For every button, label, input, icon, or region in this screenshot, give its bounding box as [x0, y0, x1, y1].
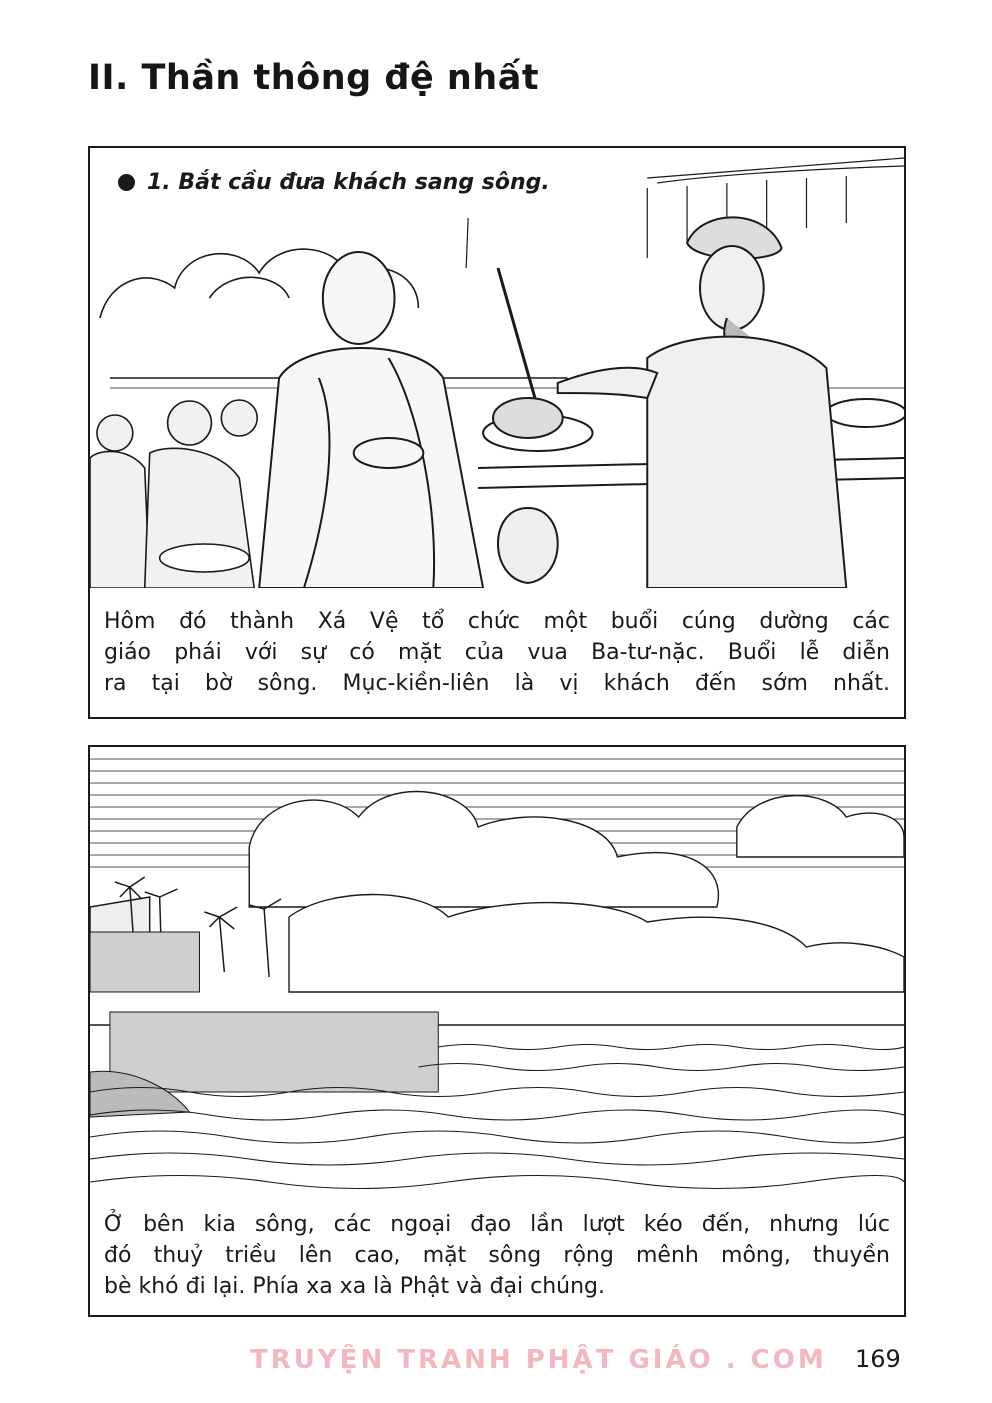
- caption-line: Hôm đó thành Xá Vệ tổ chức một buổi cúng dường các: [104, 609, 890, 634]
- panel-1-illustration: [90, 148, 904, 588]
- comic-panel-2: [88, 745, 906, 1317]
- comic-panel-1: [88, 146, 906, 719]
- caption-line: giáo phái với sự có mặt của vua Ba-tư-nặc. Buổi lễ diễn: [104, 640, 890, 665]
- caption-line: đó thuỷ triều lên cao, mặt sông rộng mênh mông, thuyền: [104, 1243, 890, 1268]
- page-title: II. Thần thông đệ nhất: [88, 58, 540, 98]
- panel-1-subtitle: [118, 170, 556, 195]
- panel-1-caption: [104, 606, 890, 699]
- panel-1-subtitle-text: 1. Bắt cầu đưa khách sang sông.: [147, 170, 550, 195]
- caption-line: Ở bên kia sông, các ngoại đạo lần lượt kéo đến, nhưng lúc: [104, 1212, 890, 1237]
- panel-2-illustration: [90, 747, 904, 1197]
- bullet-icon: [118, 174, 135, 191]
- caption-line: ra tại bờ sông. Mục-kiền-liên là vị khách đến sớm nhất.: [104, 671, 890, 696]
- page-number: 169: [855, 1345, 901, 1373]
- panel-2-caption: [104, 1209, 890, 1302]
- watermark: TRUYỆN TRANH PHẬT GIÁO . COM: [250, 1345, 827, 1375]
- caption-line: bè khó đi lại. Phía xa xa là Phật và đại chúng.: [104, 1274, 606, 1299]
